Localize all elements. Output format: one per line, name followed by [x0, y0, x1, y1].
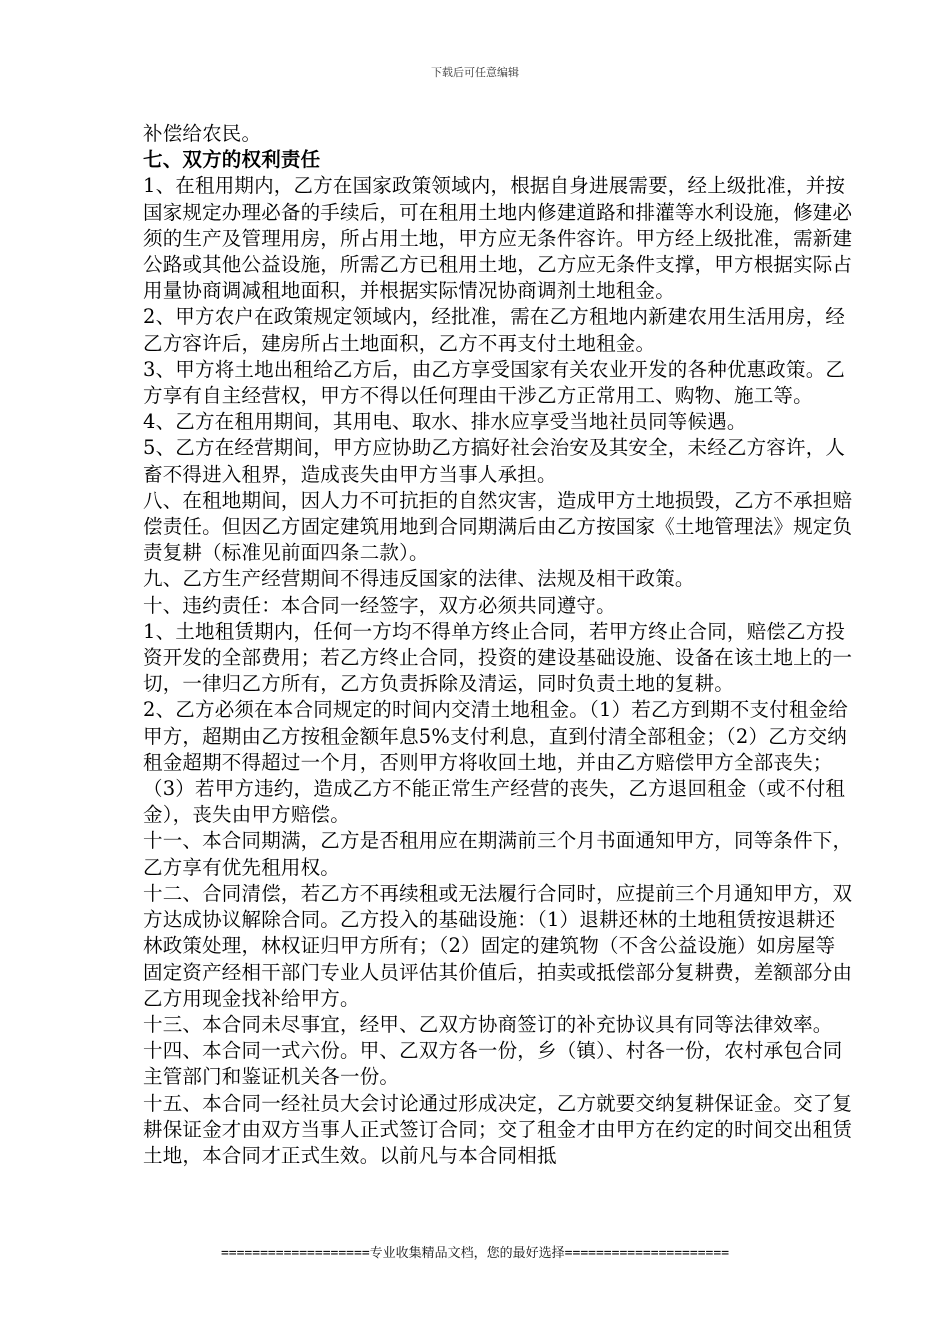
section-heading: 七、双方的权利责任 [143, 148, 321, 172]
paragraph: 十、违约责任：本合同一经签字，双方必须共同遵守。 [143, 593, 616, 617]
paragraph: 八、在租地期间，因人力不可抗拒的自然灾害，造成甲方土地损毁，乙方不承担赔偿责任。但因乙方固定建筑用地到合同期满后由乙方按国家《土地管理法》规定负责复耕（标准见前面四条二款）。 [143, 488, 853, 565]
paragraph: 十二、合同清偿，若乙方不再续租或无法履行合同时，应提前三个月通知甲方，双方达成协议解除合同。乙方投入的基础设施：（1）退耕还林的土地租赁按退耕还林政策处理，林权证归甲方所有；（2）固定的建筑物（不含公益设施）如房屋等固定资产经相干部门专业人员评估其价值后，拍卖或抵偿部分复耕费，差额部分由乙方用现金找补给甲方。 [143, 881, 853, 1010]
paragraph: 3、甲方将土地出租给乙方后，由乙方享受国家有关农业开发的各种优惠政策。乙方享有自主经营权，甲方不得以任何理由干涉乙方正常用工、购物、施工等。 [143, 357, 846, 408]
paragraph: 2、甲方农户在政策规定领域内，经批准，需在乙方租地内新建农用生活用房，经乙方容许后，建房所占土地面积，乙方不再支付土地租金。 [143, 305, 846, 355]
paragraph: 九、乙方生产经营期间不得违反国家的法律、法规及相干政策。 [143, 567, 695, 591]
page-footer: ===================专业收集精品文档，您的最好选择===================== [220, 1246, 730, 1261]
paragraph: 4、乙方在租用期间，其用电、取水、排水应享受当地社员同等候遇。 [143, 410, 747, 434]
paragraph: 十三、本合同未尽事宜，经甲、乙双方协商签订的补充协议具有同等法律效率。 [143, 1012, 833, 1036]
page-header: 下载后可任意编辑 [431, 66, 519, 79]
paragraph: 十一、本合同期满，乙方是否租用应在期满前三个月书面通知甲方，同等条件下，乙方享有优先租用权。 [143, 829, 853, 879]
paragraph: 5、乙方在经营期间，甲方应协助乙方搞好社会治安及其安全，未经乙方容许，人畜不得进入租界，造成丧失由甲方当事人承担。 [143, 436, 846, 486]
paragraph: 1、在租用期内，乙方在国家政策领域内，根据自身进展需要，经上级批准，并按国家规定办理必备的手续后，可在租用土地内修建道路和排灌等水利设施，修建必须的生产及管理用房，所占用土地，甲方应无条件容许。甲方经上级批准，需新建公路或其他公益设施，所需乙方已租用土地，乙方应无条件支撑，甲方根据实际占用量协商调减租地面积，并根据实际情况协商调剂土地租金。 [143, 174, 853, 303]
paragraph: 1、土地租赁期内，任何一方均不得单方终止合同，若甲方终止合同，赔偿乙方投资开发的全部费用；若乙方终止合同，投资的建设基础设施、设备在该土地上的一切，一律归乙方所有，乙方负责拆除及清运，同时负责土地的复耕。 [143, 619, 853, 696]
paragraph: 十四、本合同一式六份。甲、乙双方各一份，乡（镇）、村各一份，农村承包合同主管部门和鉴证机关各一份。 [143, 1039, 843, 1089]
paragraph: 2、乙方必须在本合同规定的时间内交清土地租金。（1）若乙方到期不支付租金给甲方，超期由乙方按租金额年息5%支付利息，直到付清全部租金；（2）乙方交纳租金超期不得超过一个月，否则甲方将收回土地，并由乙方赔偿甲方全部丧失；（3）若甲方违约，造成乙方不能正常生产经营的丧失，乙方退回租金（或不付租金），丧失由甲方赔偿。 [143, 698, 848, 827]
document-body [143, 121, 853, 1169]
paragraph: 十五、本合同一经社员大会讨论通过形成决定，乙方就要交纳复耕保证金。交了复耕保证金才由双方当事人正式签订合同；交了租金才由甲方在约定的时间交出租赁土地，本合同才正式生效。以前凡与本合同相抵 [143, 1091, 853, 1167]
paragraph: 补偿给农民。 [143, 122, 262, 145]
